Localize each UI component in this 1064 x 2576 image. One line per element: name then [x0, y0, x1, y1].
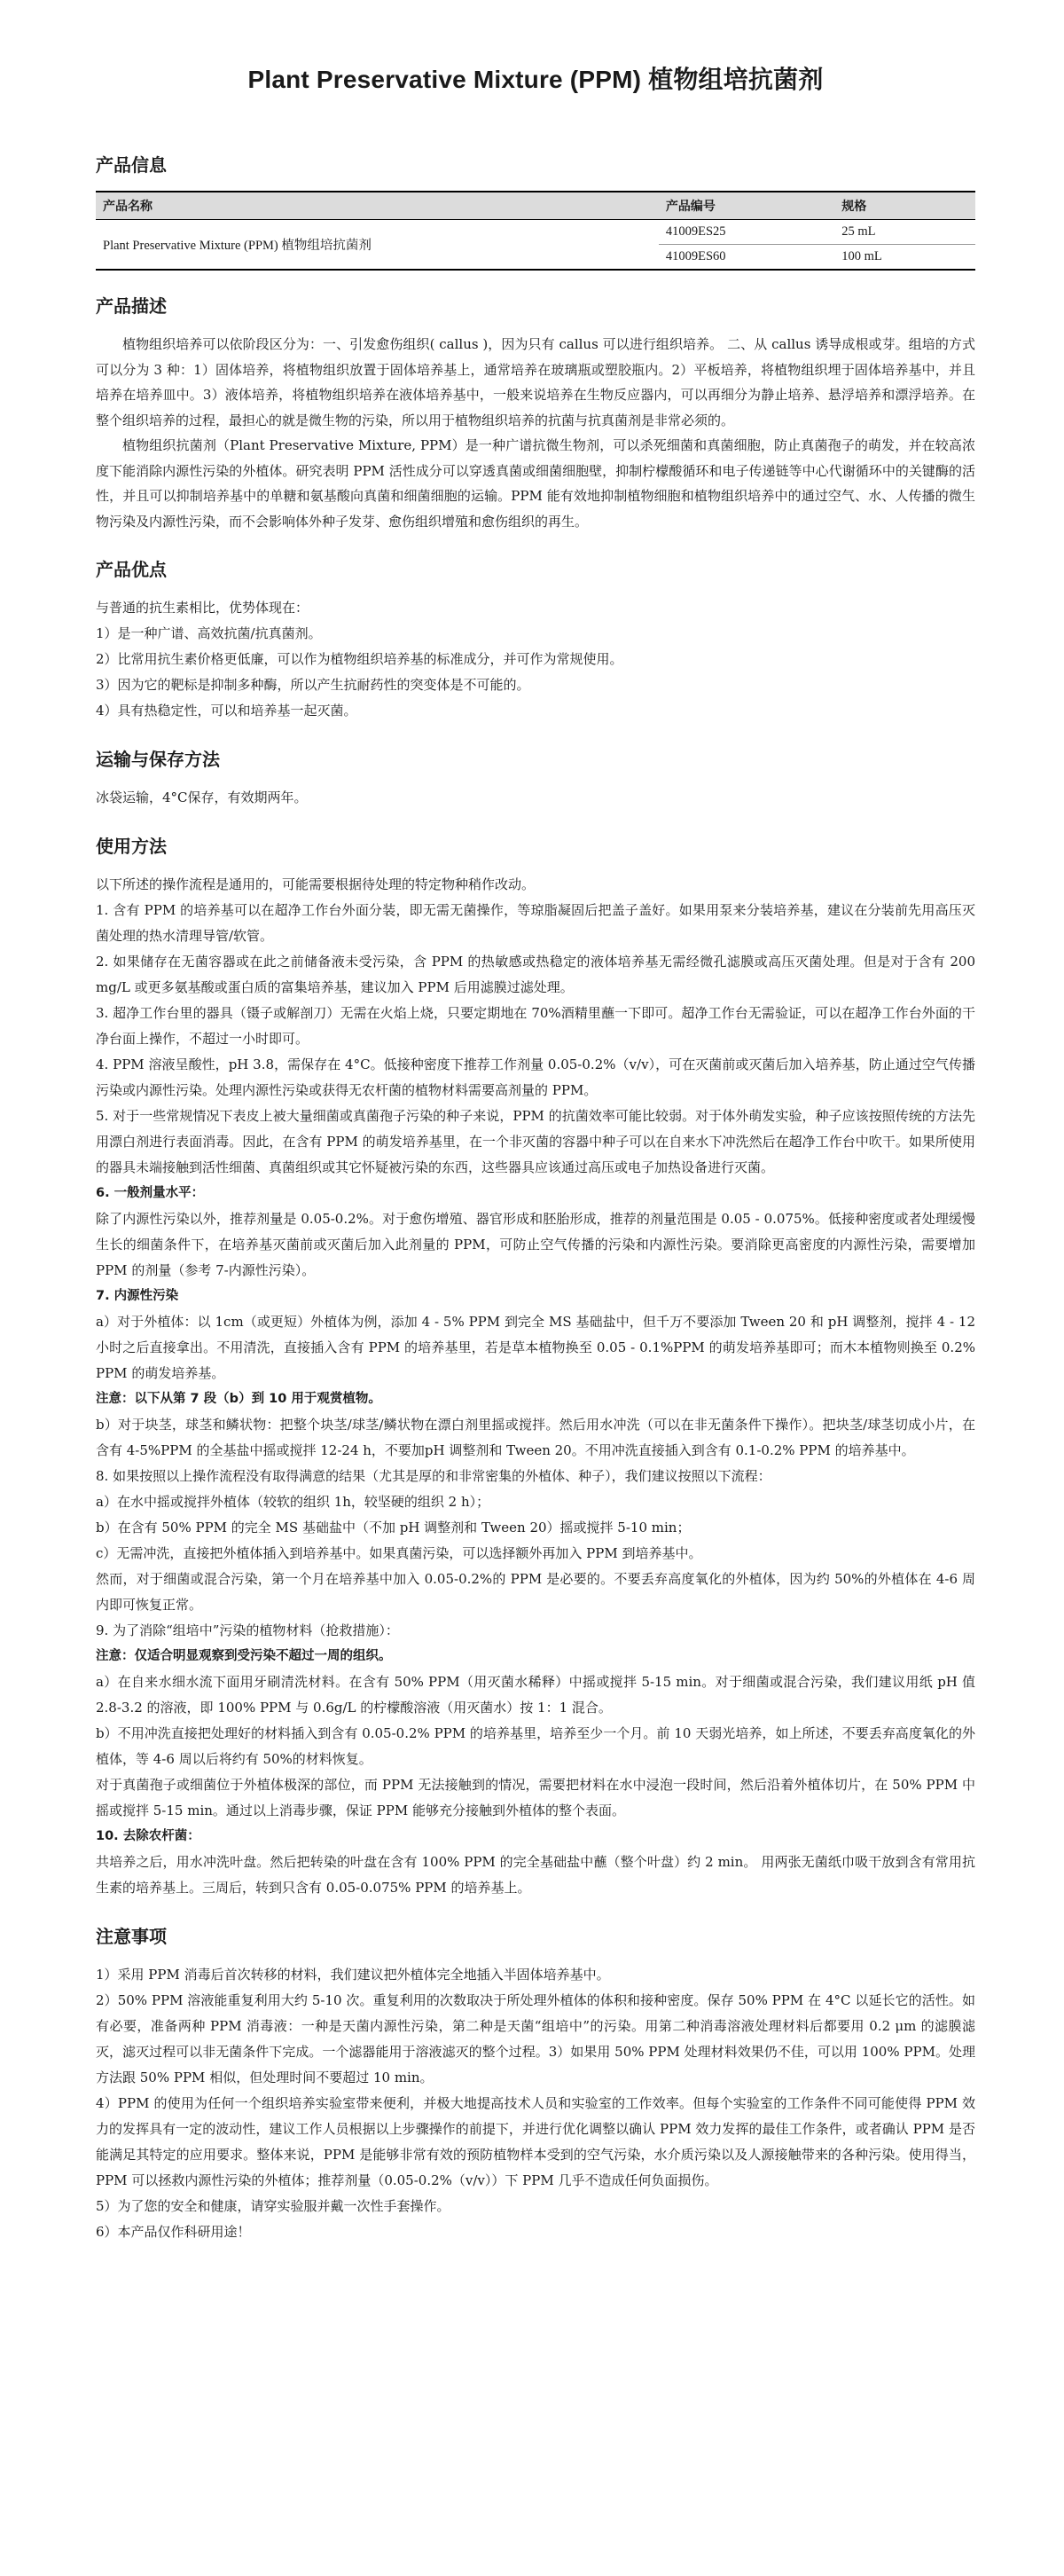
- header-size: 规格: [841, 200, 867, 214]
- usage-heading: 使用方法: [96, 836, 167, 857]
- document-title: Plant Preservative Mixture (PPM) 植物组培抗菌剂: [247, 66, 824, 93]
- header-product-name: 产品名称: [103, 200, 153, 214]
- usage-step-8b: b）在含有 50% PPM 的完全 MS 基础盐中（不加 pH 调整剂和 Tween 20）摇或搅拌 5-10 min；: [96, 1520, 691, 1535]
- list-item: 3）因为它的靶标是抑制多种酶，所以产生抗耐药性的突变体是不可能的。: [96, 677, 530, 693]
- description-paragraph-2: 植物组织抗菌剂（Plant Preservative Mixture, PPM）是一种广谱抗微生物剂，可以杀死细菌和真菌细胞，防止真菌孢子的萌发，并在较高浓度下能消除内源性污染的外植体。研究表明 PPM 活性成分可以穿透真菌或细菌细胞壁，抑制柠檬酸循环和电子传递链等中心代谢循环中的关键酶的活性，并且可以抑制培养基中的单糖和氨基酸向真菌和细菌细胞的运输。PPM 能有效地抑制植物细胞和植物组织培养中的通过空气、水、人传播的微生物污染及内源性污染，而不会影响体外种子发芽、愈伤组织增殖和愈伤组织的再生。: [96, 437, 975, 530]
- catalog-number-cell: 41009ES60: [665, 249, 726, 263]
- catalog-number-cell: 41009ES25: [659, 220, 834, 245]
- usage-step-5: 5. 对于一些常规情况下表皮上被大量细菌或真菌孢子污染的种子来说，PPM 的抗菌效率可能比较弱。对于体外萌发实验，种子应该按照传统的方法先用漂白剂进行表面消毒。因此，在含有 PPM 的萌发培养基里，在一个非灭菌的容器中种子可以在自来水下冲洗然后在超净工作台中吹干。如果所使用的器具未端接触到活性细菌、真菌组织或其它怀疑被污染的东西，这些器具应该通过高压或电子加热设备进行灭菌。: [96, 1108, 975, 1175]
- product-info-table: [96, 191, 975, 271]
- usage-step-9: 9. 为了消除“组培中”污染的植物材料（抢救措施）：: [96, 1622, 399, 1638]
- usage-step-9a: a）在自来水细水流下面用牙刷清洗材料。在含有 50% PPM（用灭菌水稀释）中摇或搅拌 5-15 min。对于细菌或混合污染，我们建议用纸 pH 值 2.8-3.2 的溶液，即 100% PPM 与 0.6g/L 的柠檬酸溶液（用灭菌水）按 1：1 混合。: [96, 1674, 975, 1716]
- notes-heading: 注意事项: [96, 1926, 167, 1947]
- list-item: 2）比常用抗生素价格更低廉，可以作为植物组织培养基的标准成分，并可作为常规使用。: [96, 651, 623, 667]
- product-info-section: [96, 151, 975, 271]
- usage-step-10: 共培养之后，用水冲洗叶盘。然后把转染的叶盘在含有 100% PPM 的完全基础盐中蘸（整个叶盘）约 2 min。 用两张无菌纸巾吸干放到含有常用抗生素的培养基上。三周后，转到只含有 0.05-0.075% PPM 的培养基上。: [96, 1854, 975, 1896]
- shipping-storage-section: [96, 745, 975, 811]
- usage-step-9-note: 注意：仅适合明显观察到受污染不超过一周的组织。: [96, 1649, 392, 1663]
- usage-step-7-note: 注意：以下从第 7 段（b）到 10 用于观赏植物。: [96, 1392, 381, 1406]
- product-name-cell: Plant Preservative Mixture (PPM) 植物组培抗菌剂: [103, 239, 372, 253]
- note-item-1: 1）采用 PPM 消毒后首次转移的材料，我们建议把外植体完全地插入半固体培养基中。: [96, 1967, 610, 1983]
- usage-step-3: 3. 超净工作台里的器具（镊子或解剖刀）无需在火焰上烧，只要定期地在 70%酒精里蘸一下即可。超净工作台无需验证，可以在超净工作台外面的干净台面上操作，不超过一小时即可。: [96, 1005, 975, 1047]
- usage-step-6: 除了内源性污染以外，推荐剂量是 0.05-0.2%。对于愈伤增殖、器官形成和胚胎形成，推荐的剂量范围是 0.05 - 0.075%。低接种密度或者处理缓慢生长的细菌条件下，在培养基灭菌前或灭菌后加入此剂量的 PPM，可防止空气传播的污染和内源性污染。要消除更高密度的内源性污染，需要增加 PPM 的剂量（参考 7-内源性污染）。: [96, 1211, 975, 1278]
- note-item-5: 5）为了您的安全和健康，请穿实验服并戴一次性手套操作。: [96, 2198, 450, 2214]
- header-catalog-number: 产品编号: [665, 200, 716, 214]
- notes-section: [96, 1922, 975, 2245]
- usage-step-1: 1. 含有 PPM 的培养基可以在超净工作台外面分装，即无需无菌操作，等琼脂凝固后把盖子盖好。如果用泵来分装培养基，建议在分装前先用高压灭菌处理的热水清理导管/软管。: [96, 902, 975, 944]
- table-header-row: [96, 192, 975, 220]
- product-info-heading: 产品信息: [96, 154, 167, 176]
- usage-step-2: 2. 如果储存在无菌容器或在此之前储备液未受污染，含 PPM 的热敏感或热稳定的液体培养基无需经微孔滤膜或高压灭菌处理。但是对于含有 200 mg/L 或更多氨基酸或蛋白质的富集培养基，建议加入 PPM 后用滤膜过滤处理。: [96, 954, 975, 995]
- usage-step-7-title: 7. 内源性污染: [96, 1289, 179, 1303]
- usage-intro: 以下所述的操作流程是通用的，可能需要根据待处理的特定物种稍作改动。: [96, 876, 536, 892]
- usage-step-7a: a）对于外植体：以 1cm（或更短）外植体为例，添加 4 - 5% PPM 到完全 MS 基础盐中，但千万不要添加 Tween 20 和 pH 调整剂，搅拌 4 - 12 小时之后直接拿出。不用清洗，直接插入含有 PPM 的培养基里，若是草本植物换至 0.05 - 0.1%PPM 的萌发培养基即可；而木本植物则换至 0.2% PPM 的萌发培养基。: [96, 1314, 975, 1381]
- size-cell: 100 mL: [841, 249, 882, 263]
- usage-section: [96, 832, 975, 1901]
- note-item-6: 6）本产品仅作科研用途！: [96, 2224, 251, 2240]
- table-row: [96, 220, 975, 245]
- size-cell: 25 mL: [834, 220, 975, 245]
- shipping-storage-text: 冰袋运输，4°C保存，有效期两年。: [96, 789, 308, 805]
- product-advantages-heading: 产品优点: [96, 559, 167, 580]
- usage-step-9-end: 对于真菌孢子或细菌位于外植体极深的部位，而 PPM 无法接触到的情况，需要把材料在水中浸泡一段时间，然后沿着外植体切片，在 50% PPM 中摇或搅拌 5-15 min。通过以上消毒步骤，保证 PPM 能够充分接触到外植体的整个表面。: [96, 1777, 975, 1818]
- usage-step-8: 8. 如果按照以上操作流程没有取得满意的结果（尤其是厚的和非常密集的外植体、种子），我们建议按照以下流程：: [96, 1468, 771, 1484]
- description-paragraph-1: 植物组织培养可以依阶段区分为：一、引发愈伤组织( callus )，因为只有 callus 可以进行组织培养。 二、从 callus 诱导成根或芽。组培的方式可以分为 3 种：1）固体培养，将植物组织放置于固体培养基上，通常培养在玻璃瓶或塑胶瓶内。2）平板培养，将植物组织埋于固体培养基中，并且培养在培养皿中。3）液体培养，将植物组织培养在液体培养基中，一般来说培养在生物反应器内，可以再细分为静止培养、悬浮培养和漂浮培养。在整个组织培养的过程，最担心的就是微生物的污染，所以用于植物组织培养的抗菌与抗真菌剂是非常必须的。: [96, 336, 975, 428]
- usage-step-9b: b）不用冲洗直接把处理好的材料插入到含有 0.05-0.2% PPM 的培养基里，培养至少一个月。前 10 天弱光培养，如上所述，不要丢弃高度氧化的外植体，等 4-6 周以后将约有 50%的材料恢复。: [96, 1725, 975, 1767]
- usage-step-6-title: 6. 一般剂量水平：: [96, 1186, 205, 1200]
- list-item: 4）具有热稳定性，可以和培养基一起灭菌。: [96, 703, 357, 719]
- usage-step-10-title: 10. 去除农杆菌：: [96, 1829, 200, 1843]
- usage-step-8c: c）无需冲洗，直接把外植体插入到培养基中。如果真菌污染，可以选择额外再加入 PPM 到培养基中。: [96, 1545, 702, 1561]
- list-item: 1）是一种广谱、高效抗菌/抗真菌剂。: [96, 625, 322, 641]
- product-description-section: [96, 292, 975, 534]
- usage-step-8a: a）在水中摇或搅拌外植体（较软的组织 1h，较坚硬的组织 2 h）；: [96, 1494, 490, 1510]
- note-item-4: 4）PPM 的使用为任何一个组织培养实验室带来便利，并极大地提高技术人员和实验室的工作效率。但每个实验室的工作条件不同可能使得 PPM 效力的发挥具有一定的波动性，建议工作人员根据以上步骤操作的前提下，并进行优化调整以确认 PPM 效力发挥的最佳工作条件，或者确认 PPM 是否能满足其特定的应用要求。整体来说，PPM 是能够非常有效的预防植物样本受到的空气污染，水介质污染以及人源接触带来的各种污染。使用得当，PPM 可以拯救内源性污染的外植体；推荐剂量（0.05-0.2%（v/v））下 PPM 几乎不造成任何负面损伤。: [96, 2095, 975, 2188]
- usage-step-7b: b）对于块茎，球茎和鳞状物：把整个块茎/球茎/鳞状物在漂白剂里摇或搅拌。然后用水冲洗（可以在非无菌条件下操作）。把块茎/球茎切成小片，在含有 4-5%PPM 的全基盐中摇或搅拌 12-24 h，不要加pH 调整剂和 Tween 20。不用冲洗直接插入到含有 0.1-0.2% PPM 的培养基中。: [96, 1417, 975, 1458]
- product-advantages-section: [96, 555, 975, 724]
- note-item-2: 2）50% PPM 溶液能重复利用大约 5-10 次。重复利用的次数取决于所处理外植体的体积和接种密度。保存 50% PPM 在 4°C 以延长它的活性。如有必要，准备两种 PPM 消毒液：一种是天菌内源性污染，第二种是天菌“组培中”的污染。用第二种消毒溶液处理材料后都要用 0.2 μm 的滤膜滤灭，滤灭过程可以非无菌条件下完成。一个滤器能用于溶液滤灭的整个过程。3）如果用 50% PPM 处理材料效果仍不佳，可以用 100% PPM。处理方法跟 50% PPM 相似，但处理时间不要超过 10 min。: [96, 1992, 975, 2085]
- product-description-heading: 产品描述: [96, 295, 167, 317]
- usage-step-4: 4. PPM 溶液呈酸性，pH 3.8，需保存在 4°C。低接种密度下推荐工作剂量 0.05-0.2%（v/v），可在灭菌前或灭菌后加入培养基，防止通过空气传播污染或内源性污染。处理内源性污染或获得无农杆菌的植物材料需要高剂量的 PPM。: [96, 1056, 975, 1098]
- advantages-intro: 与普通的抗生素相比，优势体现在：: [96, 600, 309, 616]
- usage-step-8-end: 然而，对于细菌或混合污染，第一个月在培养基中加入 0.05-0.2%的 PPM 是必要的。不要丢弃高度氧化的外植体，因为约 50%的外植体在 4-6 周内即可恢复正常。: [96, 1571, 975, 1613]
- shipping-storage-heading: 运输与保存方法: [96, 749, 220, 770]
